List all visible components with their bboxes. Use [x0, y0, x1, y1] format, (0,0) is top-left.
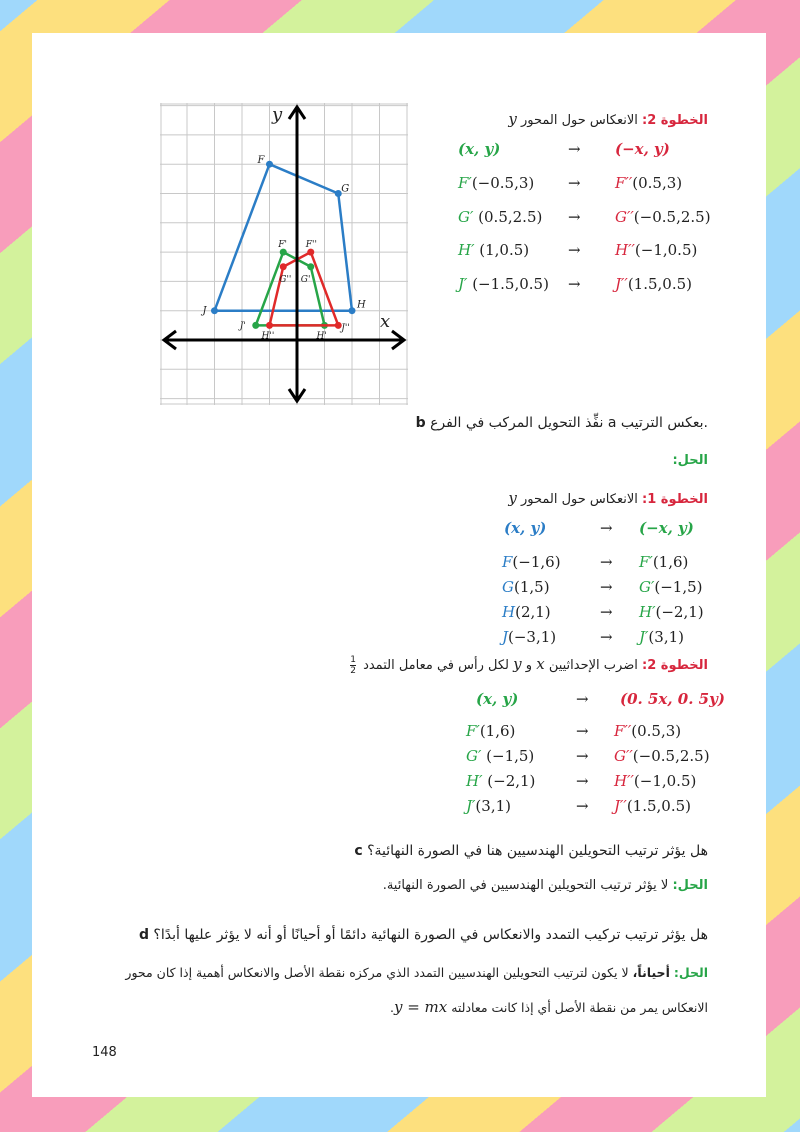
label-G1: G' — [300, 274, 311, 285]
label-J2: J'' — [341, 323, 350, 334]
point-name: J′′ — [615, 274, 628, 293]
vertex-F — [266, 161, 273, 168]
point-name: F′ — [639, 553, 653, 571]
source-point — [458, 174, 534, 192]
point-coords: (1.5,0.5) — [627, 274, 693, 293]
source-point — [466, 797, 511, 815]
part-c-solution — [383, 878, 708, 893]
point-name: G′ — [458, 207, 474, 226]
label-G2: G'' — [279, 274, 292, 285]
point-name: J′ — [466, 797, 476, 815]
point-coords: (3,1) — [648, 628, 684, 646]
rule-right: (−x, y) — [615, 140, 670, 158]
point-coords: (−0.5,3) — [471, 174, 535, 192]
image-point — [614, 747, 710, 765]
part-letter: d — [138, 927, 149, 943]
part-d-question — [139, 927, 708, 943]
image-point — [639, 603, 704, 621]
arrow: → — [600, 603, 613, 621]
source-point — [466, 722, 515, 740]
solution-label: الحل: — [672, 878, 708, 893]
point-coords: (−3,1) — [508, 628, 557, 646]
point-coords: (−1,5) — [481, 747, 535, 765]
quadrilateral-FGHJ — [215, 164, 353, 311]
arrow: → — [600, 519, 613, 537]
point-name: H — [502, 603, 516, 621]
rule-left: (x, y) — [504, 519, 547, 537]
rule-right: (0. 5x, 0. 5y) — [620, 690, 725, 708]
step-text-1: اضرب الإحداثيين — [548, 658, 638, 673]
point-coords: (0.5,3) — [631, 722, 682, 740]
source-point — [466, 772, 535, 790]
label-H: H — [357, 299, 366, 311]
arrow: → — [568, 241, 581, 259]
arrow: → — [576, 722, 589, 740]
part-b-step1-heading — [508, 489, 708, 507]
variable-y: y — [513, 655, 522, 673]
point-name: H′ — [639, 603, 656, 621]
point-name: F′′ — [615, 174, 633, 192]
coordinate-graph — [160, 103, 408, 405]
part-letter: b — [415, 415, 426, 431]
point-name: G′ — [639, 578, 655, 596]
source-point — [466, 747, 534, 765]
part-b-step2-heading — [350, 655, 708, 676]
label-F2: F'' — [305, 240, 317, 251]
part-a-step2-heading — [508, 110, 708, 128]
rule-left: (x, y) — [458, 140, 501, 158]
point-coords: (1,0.5) — [474, 241, 530, 259]
label-G: G — [341, 183, 350, 195]
variable-x: x — [536, 655, 545, 673]
part-letter: c — [354, 843, 363, 859]
point-coords: (−1,0.5) — [633, 772, 697, 790]
vertex-H — [349, 307, 356, 314]
arrow: → — [600, 578, 613, 596]
part-c-question — [354, 843, 708, 859]
arrow: → — [576, 690, 589, 708]
arrow: → — [568, 140, 581, 158]
point-name: G′′ — [614, 747, 633, 765]
step-text: الانعكاس حول المحور — [521, 492, 638, 507]
question-text: هل يؤثر ترتيب التحويلين الهندسيين هنا في الصورة النهائية؟ — [367, 843, 708, 859]
vertex-G-prime — [307, 263, 314, 270]
vertex-G-prime-prime — [280, 263, 287, 270]
source-point — [458, 275, 549, 293]
image-point — [615, 241, 697, 259]
rule-left: (x, y) — [476, 690, 519, 708]
source-point — [502, 578, 550, 596]
arrow: → — [576, 747, 589, 765]
arrow: → — [568, 207, 581, 226]
point-coords: (−1,6) — [512, 553, 561, 571]
solution-label: الحل: — [673, 965, 708, 980]
step-text-2: لكل رأس في معامل التمدد — [363, 658, 510, 673]
part-b-question — [416, 415, 708, 431]
vertex-J — [211, 307, 218, 314]
vertex-H-prime-prime — [266, 322, 273, 329]
equation: y = mx — [393, 998, 448, 1016]
label-H1: H' — [316, 331, 327, 342]
point-name: J′ — [639, 628, 649, 646]
point-coords: (3,1) — [475, 797, 511, 815]
label-F: F — [257, 155, 265, 167]
step-label: الخطوة 2: — [642, 658, 708, 673]
point-name: J — [502, 628, 509, 646]
source-point — [458, 241, 529, 259]
part-d-solution-line1 — [125, 965, 708, 980]
step-text: الانعكاس حول المحور — [521, 113, 638, 128]
point-coords: (−2,1) — [482, 772, 536, 790]
source-point — [502, 628, 556, 646]
fraction-numerator: 1 — [350, 655, 356, 665]
image-point — [615, 275, 692, 293]
source-point — [458, 208, 542, 226]
point-name: F′ — [458, 174, 472, 192]
fraction-denominator: 2 — [350, 666, 356, 676]
image-point — [615, 174, 682, 192]
axis-variable: y — [508, 489, 517, 507]
arrow: → — [576, 797, 589, 815]
point-coords: (−0.5,2.5) — [632, 747, 710, 765]
image-point — [639, 628, 684, 646]
image-point — [614, 797, 691, 815]
label-J1: J' — [239, 321, 246, 332]
point-coords: (−1,0.5) — [634, 241, 698, 259]
period: . — [389, 1000, 394, 1015]
label-J: J — [202, 305, 207, 317]
question-text: نفِّذ التحويل المركب في الفرع a بعكس الترتيب. — [430, 415, 708, 431]
part-b-solution-label: الحل: — [672, 453, 708, 468]
source-point — [502, 553, 561, 571]
point-name: H′ — [458, 241, 475, 259]
point-coords: (−2,1) — [655, 603, 704, 621]
point-name: H′ — [466, 772, 483, 790]
point-name: G′ — [466, 747, 482, 765]
answer-text: لا يؤثر ترتيب التحويلين الهندسيين في الصورة النهائية. — [382, 878, 669, 893]
part-d-solution-line2 — [390, 998, 708, 1016]
point-name: G′′ — [615, 207, 634, 226]
answer-bold: أحياناً، — [632, 965, 670, 980]
point-name: J′′ — [614, 797, 627, 815]
image-point — [639, 553, 688, 571]
point-name: F′ — [466, 722, 480, 740]
point-name: H′′ — [614, 772, 634, 790]
point-coords: (1,5) — [513, 578, 550, 596]
point-coords: (−1,5) — [654, 578, 703, 596]
answer-line2: الانعكاس يمر من نقطة الأصل أي إذا كانت معادلته — [451, 1000, 708, 1015]
vertex-J-prime — [252, 322, 259, 329]
point-coords: (−0.5,2.5) — [633, 207, 711, 226]
point-name: H′′ — [615, 241, 635, 259]
page-number: 148 — [92, 1045, 117, 1060]
answer-line1: لا يكون لترتيب التحويلين الهندسيين التمدد الذي مركزه نقطة الأصل والانعكاس أهمية إذا كان محور — [125, 965, 629, 980]
point-coords: (−1.5,0.5) — [467, 274, 549, 293]
point-coords: (0.5,2.5) — [473, 207, 543, 226]
arrow: → — [568, 274, 581, 293]
point-coords: (1,6) — [652, 553, 689, 571]
step-label: الخطوة 1: — [642, 492, 708, 507]
point-name: F′′ — [614, 722, 632, 740]
image-point — [614, 772, 696, 790]
image-point — [639, 578, 703, 596]
point-coords: (1.5,0.5) — [626, 797, 692, 815]
axis-variable: y — [508, 110, 517, 128]
step-label: الخطوة 2: — [642, 113, 708, 128]
and-word: و — [525, 658, 533, 673]
rule-right: (−x, y) — [639, 519, 694, 537]
label-F1: F' — [278, 240, 287, 251]
source-point — [502, 603, 551, 621]
image-point — [615, 208, 711, 226]
image-point — [614, 722, 681, 740]
y-axis-label: y — [272, 104, 283, 125]
point-name: G — [502, 578, 514, 596]
label-H2: H'' — [261, 331, 275, 342]
x-axis-label: x — [380, 311, 391, 332]
question-text: هل يؤثر ترتيب تركيب التمدد والانعكاس في الصورة النهائية دائمًا أو أحيانًا أو أنه لا يؤثر عليها أبدًا؟ — [153, 927, 708, 943]
point-coords: (1,6) — [479, 722, 516, 740]
arrow: → — [568, 174, 581, 192]
page — [32, 33, 766, 1097]
point-name: F — [502, 553, 513, 571]
point-coords: (2,1) — [515, 603, 551, 621]
point-coords: (0.5,3) — [632, 174, 683, 192]
arrow: → — [600, 553, 613, 571]
point-name: J′ — [458, 274, 468, 293]
fraction-one-half — [350, 655, 356, 676]
arrow: → — [600, 628, 613, 646]
arrow: → — [576, 772, 589, 790]
